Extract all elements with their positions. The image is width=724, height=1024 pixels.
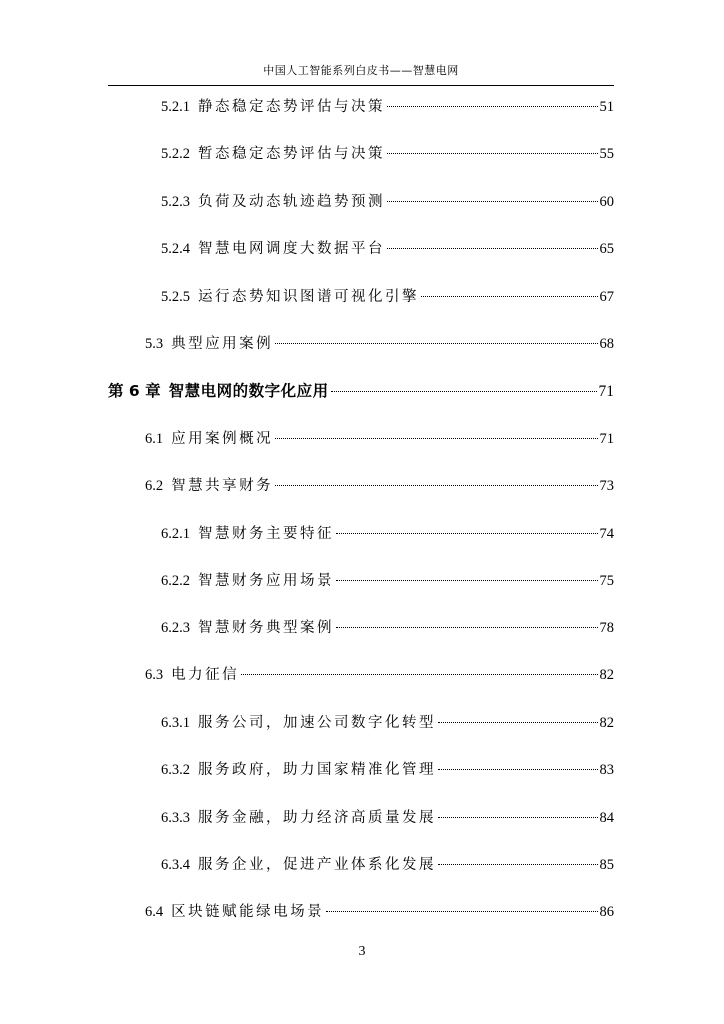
toc-entry-number: 6.3 [145, 667, 164, 683]
running-header: 中国人工智能系列白皮书——智慧电网 [263, 64, 459, 77]
toc-entry-number: 6.2.2 [161, 573, 190, 589]
toc-entry[interactable] [161, 854, 614, 876]
toc-entry-title: 电力征信 [171, 667, 240, 683]
dot-leader [241, 674, 597, 675]
toc-entry-title: 服务金融，助力经济高质量发展 [198, 810, 436, 826]
dot-leader [387, 248, 598, 249]
toc-entry[interactable] [161, 759, 614, 781]
dot-leader [421, 296, 598, 297]
dot-leader [438, 769, 598, 770]
toc-entry-page: 82 [599, 667, 614, 683]
dot-leader [336, 533, 598, 534]
toc-entry[interactable] [161, 143, 614, 165]
toc-entry-page: 65 [599, 241, 614, 257]
toc-entry[interactable] [161, 238, 614, 260]
dot-leader [275, 343, 597, 344]
toc-entry-number: 5.3 [145, 336, 164, 352]
toc-entry-number: 6.3.3 [161, 810, 190, 826]
toc-entry-page: 83 [599, 762, 614, 778]
dot-leader [438, 864, 598, 865]
toc-entry[interactable] [161, 286, 614, 308]
toc-chapter-title: 智慧电网的数字化应用 [168, 382, 329, 400]
toc-entry-number: 5.2.4 [161, 241, 190, 257]
dot-leader [275, 438, 597, 439]
toc-entry-title: 服务政府，助力国家精准化管理 [198, 762, 436, 778]
toc-entry[interactable] [145, 475, 614, 497]
toc-entry[interactable] [161, 807, 614, 829]
dot-leader [438, 722, 598, 723]
toc-entry[interactable] [161, 96, 614, 118]
toc-entry-number: 6.3.2 [161, 762, 190, 778]
toc-entry[interactable] [145, 333, 614, 355]
dot-leader [387, 201, 598, 202]
toc-entry[interactable] [161, 191, 614, 213]
toc-entry-number: 6.3.1 [161, 715, 190, 731]
toc-entry[interactable] [161, 712, 614, 734]
page-number: 3 [358, 944, 366, 959]
toc-entry-page: 55 [599, 146, 614, 162]
dot-leader [387, 106, 598, 107]
toc-entry-number: 5.2.2 [161, 146, 190, 162]
toc-entry[interactable] [161, 570, 614, 592]
toc-entry-page: 78 [599, 620, 614, 636]
toc-entry-title: 静态稳定态势评估与决策 [198, 99, 385, 115]
toc-entry-page: 86 [599, 904, 614, 920]
toc-entry-page: 74 [599, 526, 614, 542]
toc-entry-title: 典型应用案例 [171, 336, 274, 352]
toc-entry-number: 6.2 [145, 478, 164, 494]
toc-entry-title: 智慧电网调度大数据平台 [198, 241, 385, 257]
toc-entry-page: 60 [599, 194, 614, 210]
toc-entry-title: 应用案例概况 [171, 431, 274, 447]
toc-entry-page: 68 [599, 336, 614, 352]
toc-entry-title: 区块链赋能绿电场景 [171, 904, 325, 920]
dot-leader [331, 391, 597, 392]
toc-entry-number: 6.2.3 [161, 620, 190, 636]
toc-entry-number: 5.2.1 [161, 99, 190, 115]
toc-entry-number: 6.3.4 [161, 857, 190, 873]
toc-entry-title: 暂态稳定态势评估与决策 [198, 146, 385, 162]
toc-entry-title: 智慧财务主要特征 [198, 526, 334, 542]
toc-entry[interactable] [145, 428, 614, 450]
dot-leader [387, 153, 598, 154]
toc-entry-page: 67 [599, 289, 614, 305]
toc-entry-title: 服务公司，加速公司数字化转型 [198, 715, 436, 731]
toc-entry-title: 智慧财务典型案例 [198, 620, 334, 636]
toc-entry[interactable] [145, 664, 614, 686]
dot-leader [438, 817, 598, 818]
toc-entry-page: 85 [599, 857, 614, 873]
toc-chapter-entry[interactable] [108, 380, 614, 402]
toc-entry-title: 负荷及动态轨迹趋势预测 [198, 194, 385, 210]
dot-leader [275, 485, 597, 486]
toc-entry-number: 6.1 [145, 431, 164, 447]
dot-leader [336, 627, 598, 628]
toc-entry-page: 82 [599, 715, 614, 731]
toc-entry-number: 6.4 [145, 904, 164, 920]
toc-entry-title: 服务企业，促进产业体系化发展 [198, 857, 436, 873]
toc-entry-number: 5.2.5 [161, 289, 190, 305]
toc-entry[interactable] [161, 523, 614, 545]
dot-leader [326, 911, 597, 912]
toc-entry-page: 84 [599, 810, 614, 826]
toc-entry-number: 5.2.3 [161, 194, 190, 210]
toc-chapter-number: 第 6 章 [108, 382, 161, 400]
dot-leader [336, 580, 598, 581]
toc-entry-page: 71 [598, 383, 614, 400]
toc-entry-page: 73 [599, 478, 614, 494]
toc-entry-page: 71 [599, 431, 614, 447]
toc-entry-title: 智慧共享财务 [171, 478, 274, 494]
toc-entry[interactable] [145, 901, 614, 923]
toc-entry-page: 75 [599, 573, 614, 589]
toc-entry-title: 智慧财务应用场景 [198, 573, 334, 589]
toc-entry-title: 运行态势知识图谱可视化引擎 [198, 289, 419, 305]
toc-entry-number: 6.2.1 [161, 526, 190, 542]
toc-entry[interactable] [161, 617, 614, 639]
toc-entry-page: 51 [599, 99, 614, 115]
